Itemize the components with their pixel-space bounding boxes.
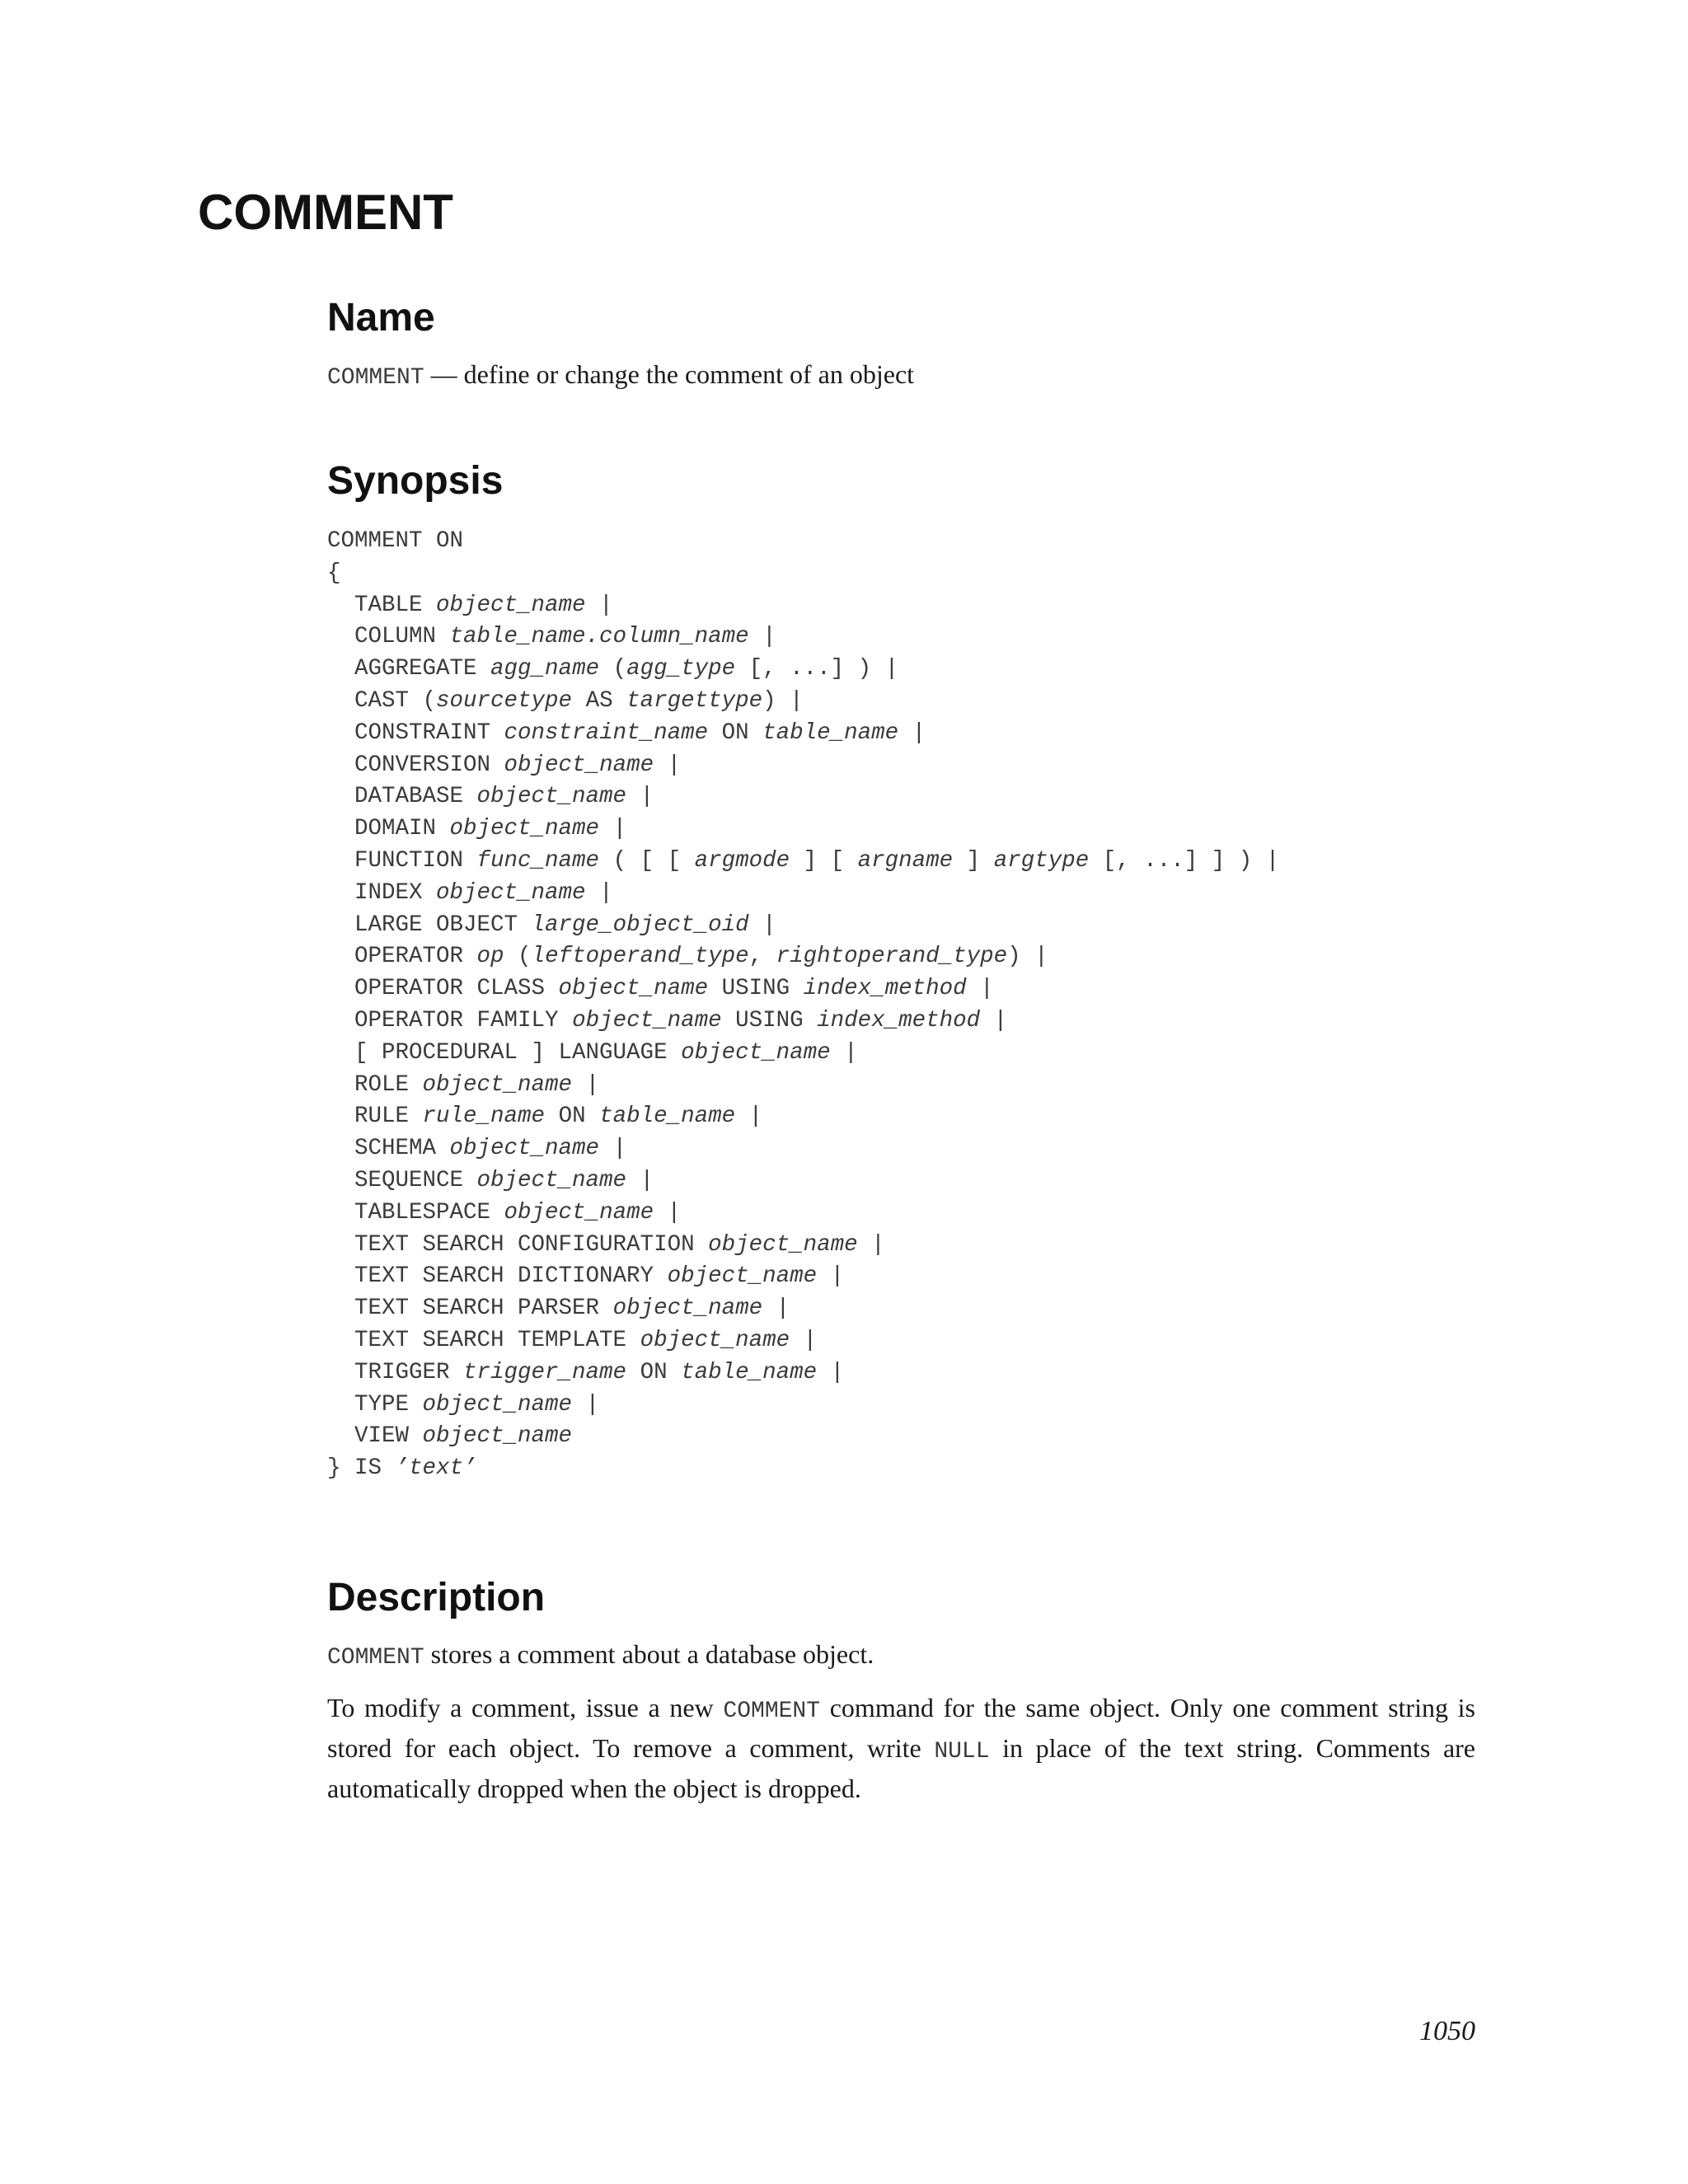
synopsis-line xyxy=(327,1357,1475,1390)
synopsis-line xyxy=(327,718,1475,750)
synopsis-line xyxy=(327,686,1475,718)
synopsis-keyword: COMMENT ON xyxy=(327,528,464,554)
description-paragraph-2-text-1: To modify a comment, issue a new xyxy=(327,1693,724,1722)
synopsis-placeholder: index_method xyxy=(803,976,967,1002)
synopsis-keyword: ) | xyxy=(1007,944,1048,970)
synopsis-keyword: CONSTRAINT xyxy=(327,719,504,746)
page-title: COMMENT xyxy=(198,185,453,240)
synopsis-keyword: COLUMN xyxy=(327,624,450,650)
synopsis-keyword: ] [ xyxy=(790,847,858,874)
synopsis-placeholder: constraint_name xyxy=(504,719,709,746)
name-heading: Name xyxy=(327,296,435,340)
synopsis-keyword: CONVERSION xyxy=(327,752,504,778)
synopsis-keyword: | xyxy=(748,912,776,938)
synopsis-placeholder: agg_name xyxy=(490,656,600,682)
synopsis-keyword: ) | xyxy=(762,687,804,714)
synopsis-keyword: | xyxy=(585,879,613,906)
synopsis-keyword: | xyxy=(572,1071,600,1098)
synopsis-keyword: TYPE xyxy=(327,1391,423,1418)
synopsis-keyword: | xyxy=(626,784,654,810)
synopsis-line xyxy=(327,558,1475,590)
synopsis-keyword: ( [ [ xyxy=(599,847,695,874)
synopsis-keyword: RULE xyxy=(327,1104,423,1130)
synopsis-keyword: TABLESPACE xyxy=(327,1199,504,1226)
description-paragraph-1-text: stores a comment about a database object. xyxy=(424,1639,874,1669)
synopsis-keyword: | xyxy=(748,624,776,650)
description-heading: Description xyxy=(327,1576,546,1619)
synopsis-placeholder: object_name xyxy=(436,879,586,906)
synopsis-keyword: | xyxy=(898,719,926,746)
synopsis-line xyxy=(327,621,1475,654)
synopsis-keyword: , xyxy=(748,944,776,970)
synopsis-placeholder: object_name xyxy=(476,784,627,810)
synopsis-line xyxy=(327,526,1475,558)
synopsis-keyword: | xyxy=(599,1136,627,1162)
synopsis-heading: Synopsis xyxy=(327,459,504,503)
synopsis-placeholder: agg_type xyxy=(626,656,736,682)
synopsis-line xyxy=(327,1133,1475,1165)
synopsis-keyword: ROLE xyxy=(327,1071,423,1098)
synopsis-line xyxy=(327,750,1475,782)
synopsis-keyword: OPERATOR xyxy=(327,944,477,970)
synopsis-placeholder: object_name xyxy=(422,1071,573,1098)
description-section xyxy=(327,1575,1475,1807)
synopsis-line xyxy=(327,1453,1475,1485)
synopsis-keyword: | xyxy=(626,1167,654,1193)
synopsis-placeholder: object_name xyxy=(572,1007,722,1033)
synopsis-keyword: [ PROCEDURAL ] LANGUAGE xyxy=(327,1039,682,1066)
synopsis-keyword: TRIGGER xyxy=(327,1359,464,1385)
synopsis-keyword: | xyxy=(599,816,627,842)
synopsis-placeholder: trigger_name xyxy=(463,1359,627,1385)
synopsis-keyword: | xyxy=(585,592,613,618)
synopsis-keyword: } IS xyxy=(327,1455,396,1482)
synopsis-placeholder: object_name xyxy=(681,1039,831,1066)
description-paragraph-1 xyxy=(327,1636,1475,1676)
synopsis-line xyxy=(327,1101,1475,1133)
synopsis-keyword: | xyxy=(980,1007,1008,1033)
synopsis-keyword: AGGREGATE xyxy=(327,656,491,682)
synopsis-placeholder: object_name xyxy=(449,816,600,842)
synopsis-keyword: [, ...] ) | xyxy=(735,656,899,682)
synopsis-placeholder: table_name.column_name xyxy=(449,624,749,650)
synopsis-line xyxy=(327,1390,1475,1422)
synopsis-keyword: AS xyxy=(572,687,627,714)
synopsis-keyword: TEXT SEARCH PARSER xyxy=(327,1296,613,1322)
synopsis-keyword: TEXT SEARCH TEMPLATE xyxy=(327,1327,640,1353)
synopsis-line xyxy=(327,846,1475,878)
description-null-code: NULL xyxy=(934,1739,990,1765)
name-summary xyxy=(327,356,1475,396)
synopsis-placeholder: object_name xyxy=(612,1296,763,1322)
synopsis-line xyxy=(327,1197,1475,1230)
synopsis-line xyxy=(327,1261,1475,1293)
synopsis-keyword: | xyxy=(572,1391,600,1418)
synopsis-keyword: ] xyxy=(953,847,994,874)
synopsis-keyword: | xyxy=(966,976,994,1002)
synopsis-line xyxy=(327,1293,1475,1325)
synopsis-placeholder: object_name xyxy=(504,752,654,778)
synopsis-keyword: ON xyxy=(626,1359,682,1385)
synopsis-keyword: [, ...] ] ) | xyxy=(1089,847,1280,874)
synopsis-placeholder: targettype xyxy=(626,687,763,714)
synopsis-keyword: | xyxy=(857,1231,885,1258)
synopsis-keyword: | xyxy=(790,1327,818,1353)
synopsis-placeholder: table_name xyxy=(599,1104,736,1130)
synopsis-placeholder: object_name xyxy=(504,1199,654,1226)
synopsis-placeholder: func_name xyxy=(476,847,600,874)
description-command-code: COMMENT xyxy=(327,1645,424,1671)
description-paragraph-2 xyxy=(327,1690,1475,1807)
synopsis-line xyxy=(327,1070,1475,1102)
synopsis-line xyxy=(327,1038,1475,1070)
synopsis-keyword: | xyxy=(817,1263,845,1290)
name-section xyxy=(327,295,1475,396)
synopsis-keyword: DATABASE xyxy=(327,784,477,810)
synopsis-line xyxy=(327,878,1475,910)
synopsis-keyword: CAST ( xyxy=(327,687,437,714)
synopsis-keyword: ( xyxy=(599,656,627,682)
synopsis-line xyxy=(327,1325,1475,1357)
synopsis-placeholder: table_name xyxy=(762,719,899,746)
synopsis-placeholder: rule_name xyxy=(422,1104,546,1130)
synopsis-keyword: | xyxy=(830,1039,858,1066)
synopsis-keyword: | xyxy=(735,1104,763,1130)
description-paragraph-2-text-3: in place of the text string. Comments are automatically dropped when the object is dropped. xyxy=(327,1733,1476,1803)
synopsis-keyword: OPERATOR FAMILY xyxy=(327,1007,573,1033)
synopsis-line xyxy=(327,813,1475,846)
synopsis-keyword: INDEX xyxy=(327,879,437,906)
synopsis-placeholder: index_method xyxy=(817,1007,981,1033)
synopsis-keyword: OPERATOR CLASS xyxy=(327,976,559,1002)
name-summary-text: — define or change the comment of an object xyxy=(424,359,915,389)
page-number: 1050 xyxy=(1419,2016,1475,2046)
synopsis-line xyxy=(327,1421,1475,1453)
synopsis-placeholder: object_name xyxy=(422,1423,573,1450)
synopsis-keyword: | xyxy=(654,752,682,778)
synopsis-keyword: USING xyxy=(708,976,804,1002)
synopsis-placeholder: op xyxy=(476,944,504,970)
synopsis-keyword: DOMAIN xyxy=(327,816,450,842)
synopsis-keyword: SCHEMA xyxy=(327,1136,450,1162)
synopsis-line xyxy=(327,941,1475,973)
synopsis-keyword: TEXT SEARCH DICTIONARY xyxy=(327,1263,668,1290)
synopsis-placeholder: leftoperand_type xyxy=(531,944,749,970)
name-command-code: COMMENT xyxy=(327,365,424,391)
synopsis-keyword: | xyxy=(654,1199,682,1226)
synopsis-placeholder: object_name xyxy=(708,1231,858,1258)
synopsis-line xyxy=(327,781,1475,813)
synopsis-line xyxy=(327,1005,1475,1038)
synopsis-section xyxy=(327,458,1475,1485)
synopsis-keyword: { xyxy=(327,560,341,586)
synopsis-placeholder: object_name xyxy=(449,1136,600,1162)
synopsis-keyword: FUNCTION xyxy=(327,847,477,874)
synopsis-placeholder: rightoperand_type xyxy=(776,944,1008,970)
synopsis-keyword: VIEW xyxy=(327,1423,423,1450)
synopsis-placeholder: argtype xyxy=(993,847,1090,874)
synopsis-placeholder: large_object_oid xyxy=(531,912,749,938)
description-paragraph-2-text-2: command for the same object. Only one comment string is stored for each object. To remove a comment, write xyxy=(327,1693,1476,1763)
synopsis-placeholder: object_name xyxy=(667,1263,818,1290)
synopsis-placeholder: object_name xyxy=(558,976,709,1002)
synopsis-keyword: ON xyxy=(708,719,763,746)
synopsis-line xyxy=(327,590,1475,622)
synopsis-code-block xyxy=(327,526,1475,1485)
synopsis-keyword: ( xyxy=(504,944,532,970)
synopsis-placeholder: object_name xyxy=(436,592,586,618)
synopsis-line xyxy=(327,973,1475,1005)
synopsis-placeholder: sourcetype xyxy=(436,687,573,714)
synopsis-line xyxy=(327,654,1475,686)
synopsis-keyword: TEXT SEARCH CONFIGURATION xyxy=(327,1231,709,1258)
synopsis-line xyxy=(327,1230,1475,1262)
synopsis-keyword: | xyxy=(817,1359,845,1385)
synopsis-placeholder: argmode xyxy=(694,847,790,874)
synopsis-line xyxy=(327,910,1475,942)
synopsis-placeholder: object_name xyxy=(422,1391,573,1418)
synopsis-placeholder: argname xyxy=(857,847,954,874)
synopsis-keyword: ON xyxy=(545,1104,600,1130)
synopsis-keyword: SEQUENCE xyxy=(327,1167,477,1193)
synopsis-keyword: TABLE xyxy=(327,592,437,618)
synopsis-keyword: | xyxy=(762,1296,790,1322)
synopsis-placeholder: object_name xyxy=(640,1327,790,1353)
description-command-code-2: COMMENT xyxy=(723,1699,821,1724)
synopsis-placeholder: object_name xyxy=(476,1167,627,1193)
synopsis-keyword: USING xyxy=(721,1007,818,1033)
synopsis-line xyxy=(327,1165,1475,1197)
synopsis-placeholder: ’text’ xyxy=(395,1455,477,1482)
synopsis-keyword: LARGE OBJECT xyxy=(327,912,532,938)
synopsis-placeholder: table_name xyxy=(681,1359,818,1385)
